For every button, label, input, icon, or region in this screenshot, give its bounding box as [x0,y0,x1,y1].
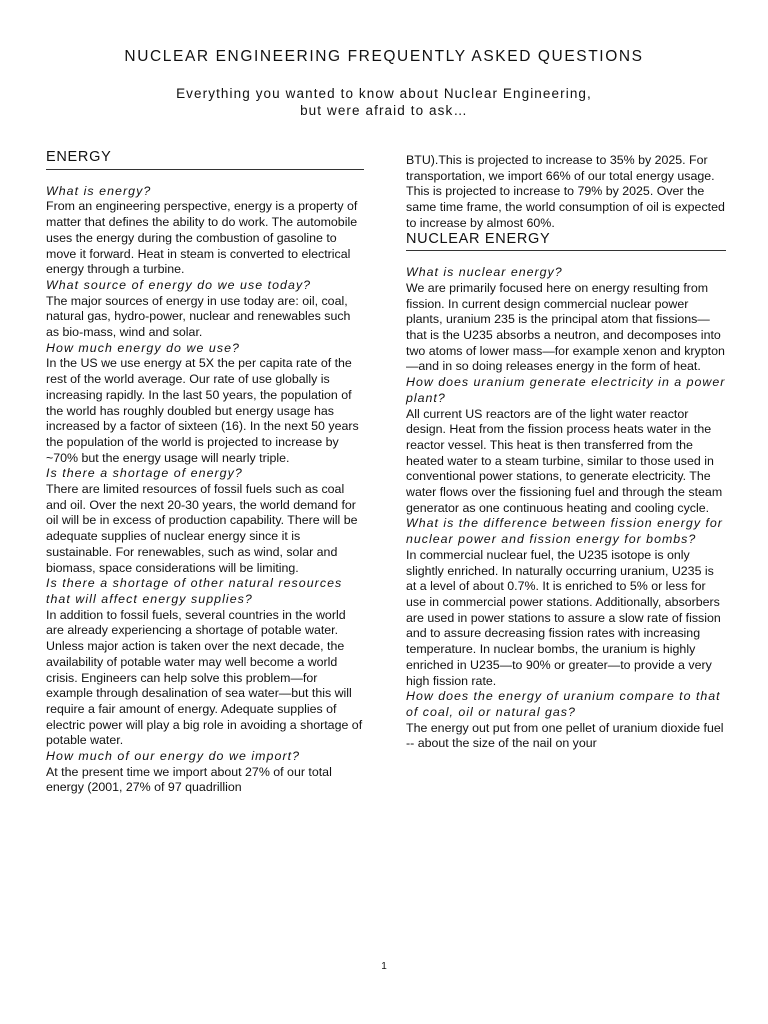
faq-answer: There are limited resources of fossil fuels such as coal and oil. Over the next 20-30 years, the world demand for oil will be in excess of production capability. There will be adequate supplies of nuclear energy since it is sustainable. For renewables, such as wind, solar and biomass, space considerations will be limiting. [46,482,358,575]
faq-answer: In addition to fossil fuels, several countries in the world are already experiencing a shortage of potable water. Unless major action is taken over the next decade, the availability of potable water may well become a world crisis. Engineers can help solve this problem—for example through desalination of sea water—but this will require a fair amount of energy. Adequate supplies of electric power will play a big role in avoiding a shortage of potable water. [46,607,363,748]
faq-question: Is there a shortage of other natural resources that will affect energy supplies? [46,576,343,606]
faq-question: What source of energy do we use today? [46,277,312,292]
subtitle-line-2: but were afraid to ask… [300,103,468,118]
faq-question: How does the energy of uranium compare to that of coal, oil or natural gas? [406,689,721,719]
subtitle-line-1: Everything you wanted to know about Nuclear Engineering, [176,86,592,101]
faq-question: How much of our energy do we import? [46,749,301,764]
faq-answer: At the present time we import about 27% of our total energy (2001, 27% of 97 quadrillion [46,764,332,795]
section-heading-nuclear-energy: NUCLEAR ENERGY [406,232,726,252]
right-column [406,153,726,752]
faq-question: How does uranium generate electricity in a power plant? [406,375,726,405]
document-title: NUCLEAR ENGINEERING FREQUENTLY ASKED QUESTIONS [124,48,644,65]
faq-answer: The energy out put from one pellet of uranium dioxide fuel -- about the size of the nail on your [406,720,724,751]
faq-question: What is the difference between fission energy for nuclear power and fission energy for bombs? [406,516,723,547]
faq-question: What is nuclear energy? [406,265,563,280]
faq-answer: All current US reactors are of the light water reactor design. Heat from the fission process heats water in the reactor vessel. This heat is then transferred from the heated water to a steam turbine, similar to those used in conventional power stations, to generate electricity. The water flows over the fissioning fuel and through the steam generator as one continuous heating and cooling cycle. [406,406,723,515]
faq-question: Is there a shortage of energy? [46,466,243,481]
faq-answer: In commercial nuclear fuel, the U235 isotope is only slightly enriched. In naturally occurring uranium, U235 is at a level of about 0.7%. It is enriched to 5% or less for use in commercial power stations. Additionally, absorbers are used in power stations to assure a slow rate of fission and to assure decreasing fission rates with increasing temperature. In nuclear bombs, the uranium is highly enriched in U235—to 90% or greater—to provide a very high fission rate. [406,547,721,688]
page-number: 1 [381,961,387,972]
faq-answer: From an engineering perspective, energy is a property of matter that defines the ability to do work. The automobile uses the energy during the combustion of gasoline to move it forward. Heat in steam is converted to electrical energy through a turbine. [46,199,358,277]
faq-answer: In the US we use energy at 5X the per capita rate of the rest of the world average. Our rate of use globally is increasing rapidly. In the last 50 years, the population of the world has roughly doubled but energy usage has increased by a factor of sixteen (16). In the next 50 years the population of the world is projected to increase by ~70% but the energy usage will nearly triple. [46,356,359,465]
faq-question: What is energy? [46,183,152,198]
section-heading-energy: ENERGY [46,150,364,170]
continued-answer: BTU).This is projected to increase to 35% by 2025. For transportation, we import 66% of our total energy usage. This is projected to increase to 79% by 2025. Over the same time frame, the world consumption of oil is expected to increase by almost 60%. [406,153,725,230]
faq-answer: The major sources of energy in use today are: oil, coal, natural gas, hydro-power, nuclear and renewables such as bio-mass, wind and solar. [46,293,351,340]
left-column [46,150,364,796]
faq-question: How much energy do we use? [46,340,240,355]
faq-answer: We are primarily focused here on energy resulting from fission. In current design commercial nuclear power plants, uranium 235 is the principal atom that fissions—that is the U235 absorbs a neutron, and decomposes into two atoms of lower mass—for example xenon and krypton—and in so doing releases energy in the form of heat. [406,280,725,374]
document-subtitle [0,85,768,119]
